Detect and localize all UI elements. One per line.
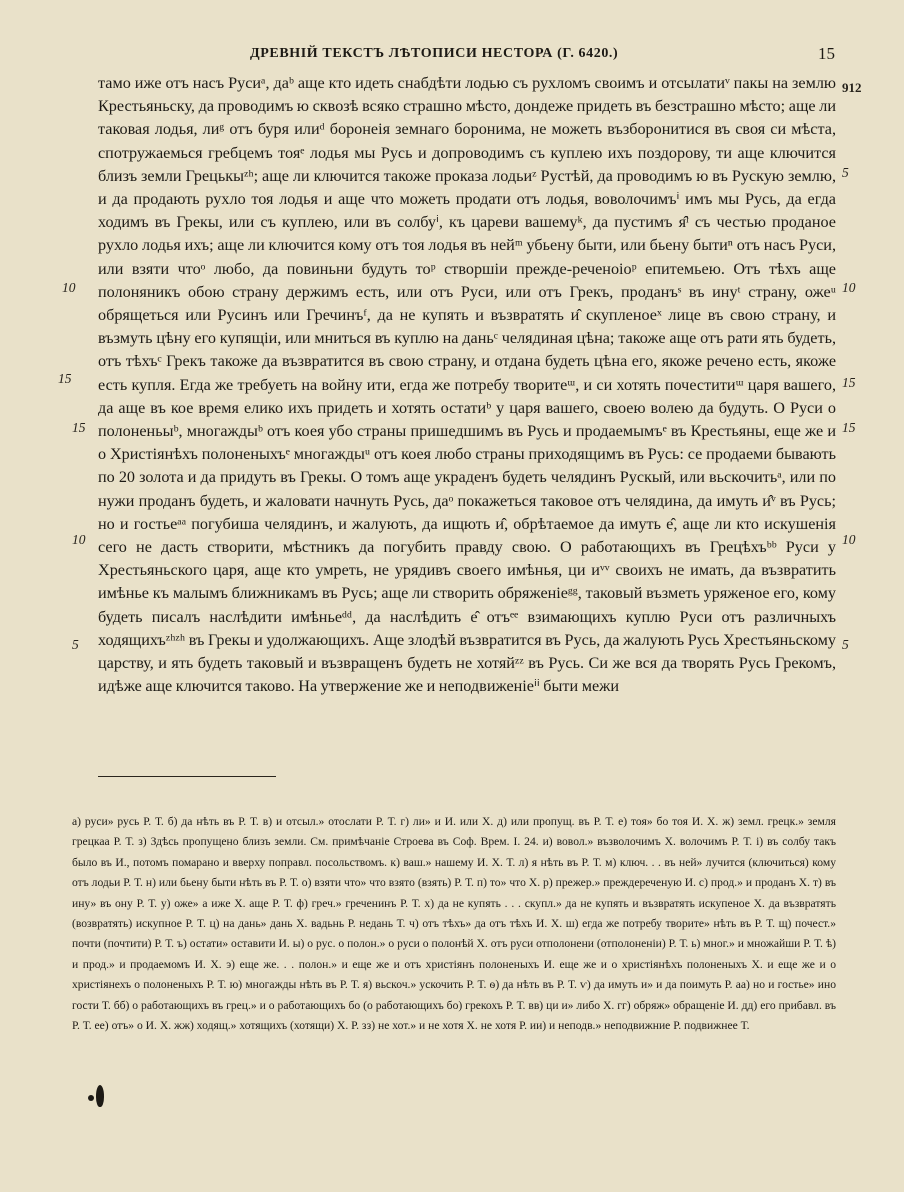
margin-line-number: 10 — [842, 532, 856, 547]
margin-line-number: 5 — [72, 637, 79, 652]
margin-line-number: 10 — [72, 532, 86, 547]
margin-line-number: 5 — [842, 165, 849, 180]
page-number: 15 — [818, 44, 835, 63]
footnote-divider — [98, 776, 276, 777]
main-text: тамо иже отъ насъ Русиᵃ, даᵇ аще кто идеть снабдѣти лодью съ рухломъ своимъ и отсылатиᵛ пакы на землю Крестьяньску, да проводимъ ю сквозѣ всяко страшно мѣсто, дондеже придеть въ безстрашно мѣсто; аще ли таковая лодья, лиᵍ отъ буря илиᵈ боронеія земнаго боронима, не можеть възборонитися въ своя си мѣста, спотружаемься гребцемъ тояᵉ лодья мы Русь и допроводимъ съ куплею ихъ поздорову, ти аще ключится близъ земли Грецькыᶻʰ; аще ли ключится такоже проказа лодьиᶻ Рустѣй, да проводимъ ю въ Рускую землю, и да продають рухло тоя лодья и аще что можеть продати отъ лодья, воволочимъⁱ имъ мы Русь, да егда ходимъ въ Грекы, или съ куплею, или въ солбуⁱ, къ цареви вашемуᵏ, да пустимъ я̂ˡ съ честью проданое рухло лодья ихъ; аще ли ключится кому отъ тоя лодья въ нейᵐ убьену быти, или бьену бытиⁿ отъ насъ Руси, или взяти чтоᵒ любо, да повиньни будуть тоᵖ створшіи прежде-реченоіоᵖ епитемьею. Отъ тѣхъ аще полоняникъ обою страну держимъ есть, или отъ Руси, или отъ Грекъ, проданъˢ въ инуᵗ страну, ожеᵘ обрящеться или Русинъ или Гречинъᶠ, да не купять и възвратять и̂ скупленоеˣ лице въ свою страну, и възмуть цѣну его купящіи, или мниться въ куплю на даньᶜ челядиная цѣна; такоже аще отъ рати ять будеть, отъ тѣхъᶜ Грекъ такоже да възвратится въ свою страну, и отдана будеть цѣна его, якоже речено есть, якоже есть купля. Егда же требуеть на войну ити, егда же потребу творитеᵚ, и си хотять почеститиᵚ царя вашего, да аще въ кое время елико ихъ придеть и хотять остатиᵇ у царя вашего, своею волею да будуть. О Руси о полоненьыᵇ, многаждыᵇ отъ коея убо страны пришедшимъ въ Русь и продаемымъᵉ въ Крестьяны, еще же и о Христіянѣхъ полоненыхъᵉ многаждыᵘ отъ коея любо страны приходящимъ въ Русь: се продаеми бывають по 20 золота и да придуть въ Грекы. О томъ аще украденъ будеть челядинъ Рускый, или вьскочитьᵃ, или по нужи проданъ будеть, и жаловати начнуть Русь, даᵒ покажеться таковое отъ челядина, да имуть и̂ᵛ въ Русь; но и гостьеᵃᵃ погубиша челядинъ, и жалують, да ищють и̂, обрѣтаемое да имуть е̂, аще ли кто искушенія сего не дасть створити, мѣстникъ да погубить правду свою. О работающихъ въ Грецѣхъᵇᵇ Руси у Хрестьяньского царя, аще кто умреть, не урядивъ своего имѣнья, ци иᵛᵛ своихъ не имать, да възвратить имѣнье къ малымъ ближникамъ въ Русь; аще ли створить обряженіеᵍᵍ, таковый възметь уряженое его, кому будеть писалъ наслѣдити имѣньеᵈᵈ, да наслѣдить е̂ отъᵉᵉ взимающихъ куплю Руси отъ различныхъ ходящихъᶻʰᶻʰ въ Грекы и удолжающихъ. Аще злодѣй възвратится въ Русь, да жалують Русь Хрестьяньскому царству, и ять будеть таковый и възвращенъ будеть не хотяйᶻᶻ въ Русь. Си же вся да творять Русь Грекомъ, идѣже аще ключится таково. На утвержение же и неподвиженіеⁱⁱ быти межи — [98, 74, 836, 696]
margin-line-number: 15 — [72, 420, 86, 435]
footnotes: а) руси» русь Р. Т. б) да нѣть въ Р. Т. в) и отсыл.» отослати Р. Т. г) ли» и И. или Х. д) или пропущ. въ Р. Т. е) тоя» бо тоя И. Х. ж) земл. грецк.» земля грецкаа Р. Т. з) Здѣсь пропущено близъ земли. См. примѣчаніе Строева въ Соф. Врем. I. 24. и) вовол.» възволочимъ Х. волочимъ Р. Т. і) въ солбу такъ было въ И., потомъ помарано и вверху поправл. посольствомъ. к) ваш.» нашему И. Х. Т. л) я нѣть въ Р. Т. м) ключ. . . въ ней» лучится (ключиться) кому отъ лодьи Р. Т. н) или бьену быти нѣть въ Р. Т. о) взяти что» что взято (взять) Р. Т. п) то» что Х. р) прежеp.» преждереченую И. с) прод.» и проданъ Х. т) въ ину» въ ону Р. Т. у) оже» а иже Х. аще Р. Т. ф) греч.» греченинъ Р. Т. х) да не купять . . . скупл.» да не купять и възвратять искупеное Х. да възвратять (возвратять) искупное Р. Т. ц) на дань» дань Х. вадьнь Р. недань Т. ч) отъ тѣхъ» да отъ тѣхъ И. Х. ш) егда же потребу творите» нѣть въ Р. Т. щ) почест.» почти (почтити) Р. Т. ъ) остати» оставити И. ы) о рус. о полон.» о руси о полонѣй Х. отъ руси отполонени (отполоненіи) Р. Т. ь) мног.» и множайши Р. Т. ѣ) и прод.» и продаемомъ И. Х. э) еще же. . . полон.» и еще же и отъ христіянъ полоненыхъ И. еще же и о христіянѣхъ полоненыхъ Х. и еще же и о христіянехъ о полоненыхъ Р. Т. ю) многажды нѣть въ Р. Т. я) вьскоч.» ускочить Р. Т. ѳ) да нѣть въ Р. Т. ѵ) да имуть и» и да поимуть Р. аа) но и гостье» ино гости Т. бб) о работающихъ въ грец.» и о работающихъ бо (о работающихъ бо) грекохъ Р. Т. вв) ци и» либо Х. гг) обряж» обращеніе И. дд) его прибавл. въ Р. Т. ее) отъ» о И. Х. жж) ходящ.» хотящихъ (хотящи) Х. Р. зз) не хот.» и не хотя Х. не хотя Р. ии) и неподв.» неподвижние Р. подвижнее Т. — [72, 815, 836, 1033]
running-head: ДРЕВНІЙ ТЕКСТЪ ЛѢТОПИСИ НЕСТОРА (Г. 6420.) — [250, 46, 619, 61]
margin-year: 912 — [842, 80, 862, 95]
ink-blot — [88, 1095, 94, 1101]
margin-line-number: 15 — [842, 375, 856, 390]
margin-line-number: 15 — [58, 371, 72, 386]
margin-line-number: 10 — [842, 280, 856, 295]
margin-line-number: 10 — [62, 280, 76, 295]
ink-blot — [96, 1085, 104, 1107]
margin-line-number: 5 — [842, 637, 849, 652]
margin-line-number: 15 — [842, 420, 856, 435]
